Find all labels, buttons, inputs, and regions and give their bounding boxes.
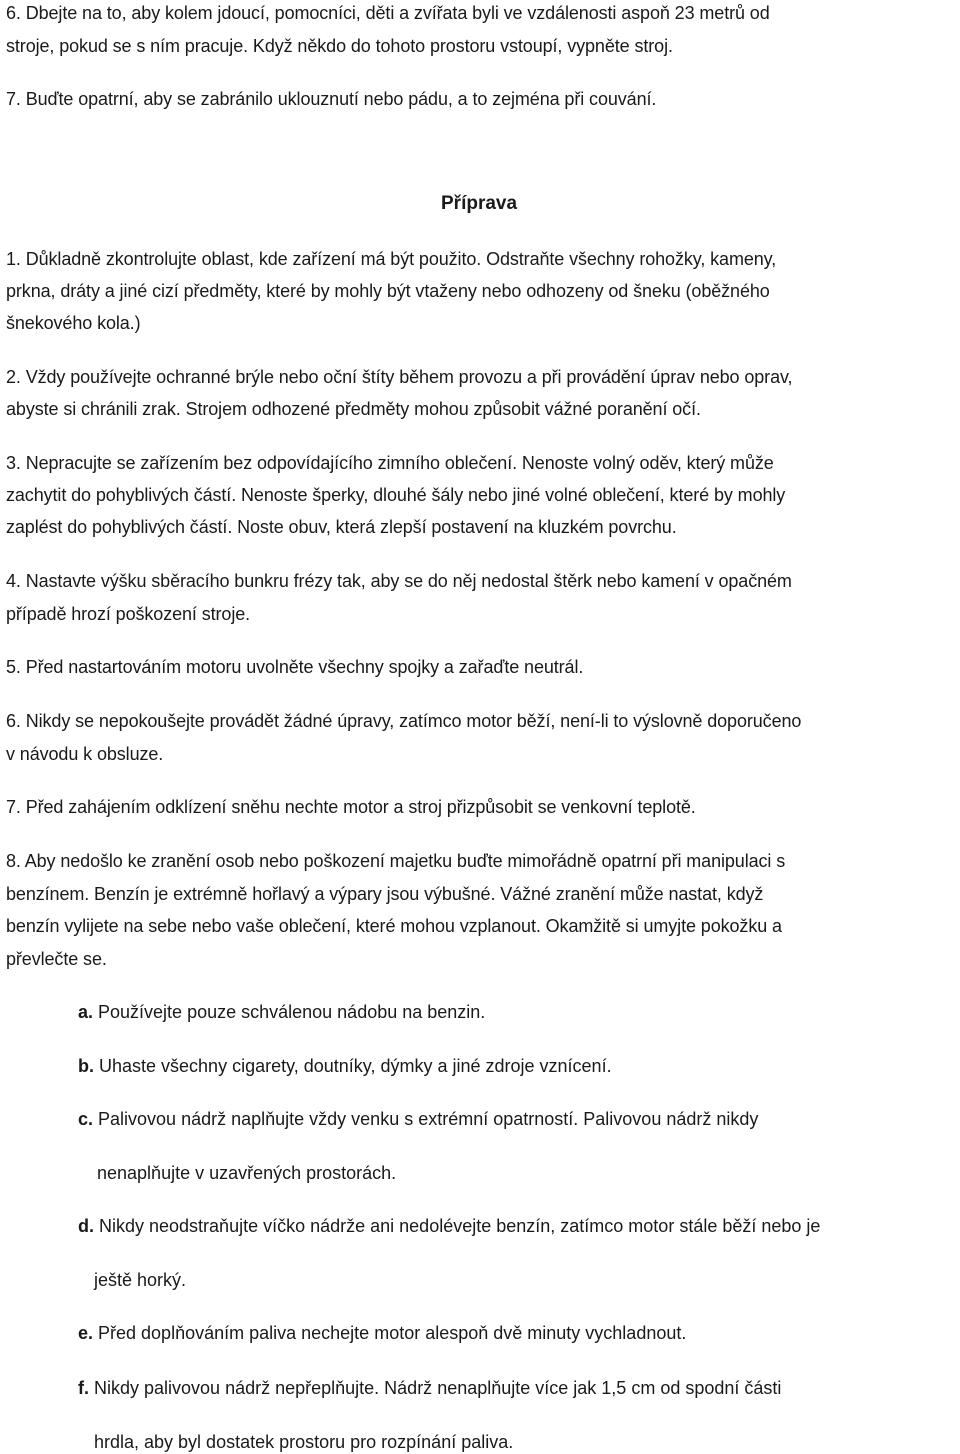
subitem-e-text: Před doplňováním paliva nechejte motor alespoň dvě minuty vychladnout. [93,1323,687,1343]
subitem-d-label: d. [78,1216,94,1236]
subitem-b [78,1055,612,1077]
section-heading: Příprava [441,193,518,214]
prep-item-1-line-2: prkna, dráty a jiné cizí předměty, které by mohly být vtaženy nebo odhozeny od šneku (oběžného [6,281,770,301]
subitem-a [78,1001,485,1023]
item-7: 7. Buďte opatrní, aby se zabránilo uklouznutí nebo pádu, a to zejména při couvání. [6,89,657,109]
prep-item-8-line-1: 8. Aby nedošlo ke zranění osob nebo poškození majetku buďte mimořádně opatrní při manipulaci s [6,851,786,871]
subitem-c [78,1108,758,1130]
subitem-a-text: Používejte pouze schválenou nádobu na benzin. [93,1002,486,1022]
subitem-f-label: f. [78,1378,89,1398]
subitem-f-text: Nikdy palivovou nádrž nepřeplňujte. Nádrž nenaplňujte více jak 1,5 cm od spodní části [89,1378,782,1398]
subitem-e-label: e. [78,1323,94,1343]
prep-item-8-line-4: převlečte se. [6,949,107,969]
prep-item-4-line-2: případě hrozí poškození stroje. [6,604,251,624]
subitem-c-continuation: nenaplňujte v uzavřených prostorách. [97,1163,397,1183]
prep-item-5: 5. Před nastartováním motoru uvolněte všechny spojky a zařaďte neutrál. [6,657,584,677]
prep-item-3-line-1: 3. Nepracujte se zařízením bez odpovídajícího zimního oblečení. Nenoste volný oděv, který může [6,453,774,473]
subitem-d [78,1215,820,1237]
prep-item-6-line-1: 6. Nikdy se nepokoušejte provádět žádné úpravy, zatímco motor běží, není-li to výslovně doporučeno [6,711,802,731]
subitem-c-label: c. [78,1109,94,1129]
prep-item-7: 7. Před zahájením odklízení sněhu nechte motor a stroj přizpůsobit se venkovní teplotě. [6,797,696,817]
subitem-f-continuation: hrdla, aby byl dostatek prostoru pro rozpínání paliva. [94,1432,514,1452]
prep-item-6-line-2: v návodu k obsluze. [6,744,164,764]
subitem-f [78,1377,781,1399]
prep-item-8-line-3: benzín vylijete na sebe nebo vaše oblečení, které mohou vzplanout. Okamžitě si umyjte pokožku a [6,916,782,936]
prep-item-3-line-2: zachytit do pohyblivých částí. Nenoste šperky, dlouhé šály nebo jiné volné oblečení, které by mohly [6,485,786,505]
prep-item-4-line-1: 4. Nastavte výšku sběracího bunkru frézy tak, aby se do něj nedostal štěrk nebo kamení v opačném [6,571,792,591]
subitem-c-text: Palivovou nádrž naplňujte vždy venku s extrémní opatrností. Palivovou nádrž nikdy [93,1109,759,1129]
item-6-line-2: stroje, pokud se s ním pracuje. Když někdo do tohoto prostoru vstoupí, vypněte stroj. [6,36,673,56]
subitem-d-continuation: ještě horký. [94,1270,187,1290]
prep-item-8-line-2: benzínem. Benzín je extrémně hořlavý a výpary jsou výbušné. Vážné zranění může nastat, když [6,884,764,904]
prep-item-1-line-1: 1. Důkladně zkontrolujte oblast, kde zařízení má být použito. Odstraňte všechny rohožky, kameny, [6,249,777,269]
subitem-b-text: Uhaste všechny cigarety, doutníky, dýmky a jiné zdroje vznícení. [94,1056,612,1076]
subitem-a-label: a. [78,1002,94,1022]
subitem-b-label: b. [78,1056,94,1076]
prep-item-1-line-3: šnekového kola.) [6,313,141,333]
subitem-e [78,1322,686,1344]
prep-item-2-line-2: abyste si chránili zrak. Strojem odhozené předměty mohou způsobit vážné poranění očí. [6,399,701,419]
prep-item-3-line-3: zaplést do pohyblivých částí. Noste obuv, která zlepší postavení na kluzkém povrchu. [6,517,677,537]
subitem-d-text: Nikdy neodstraňujte víčko nádrže ani nedolévejte benzín, zatímco motor stále běží nebo je [94,1216,821,1236]
item-6-line-1: 6. Dbejte na to, aby kolem jdoucí, pomocníci, děti a zvířata byli ve vzdálenosti aspoň 23 metrů od [6,3,770,23]
prep-item-2-line-1: 2. Vždy používejte ochranné brýle nebo oční štíty během provozu a při provádění úprav nebo oprav, [6,367,793,387]
